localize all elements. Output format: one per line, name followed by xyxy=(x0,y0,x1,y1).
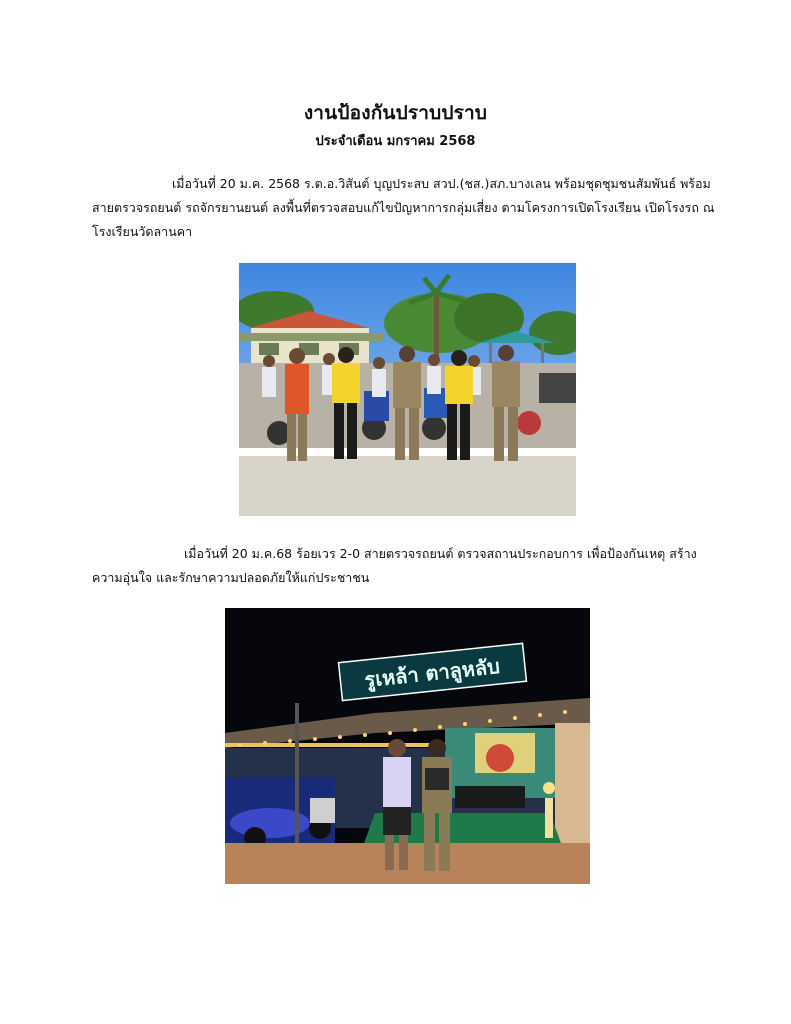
paragraph-1 xyxy=(92,172,722,244)
photo-night-establishment xyxy=(225,608,590,884)
photo-school-group xyxy=(239,263,576,516)
paragraph-2-text: เมื่อวันที่ 20 ม.ค.68 ร้อยเวร 2-0 สายตรวจรถยนต์ ตรวจสถานประกอบการ เพื่อป้องกันเหตุ สร้างความอุ่นใจ และรักษาความปลอดภัยให้แก่ประชาชน xyxy=(92,546,697,585)
document-title: งานป้องกันปราบปราบ xyxy=(303,102,488,124)
document-subtitle: ประจำเดือน มกราคม 2568 xyxy=(315,134,476,149)
paragraph-2 xyxy=(92,542,722,590)
paragraph-1-text: เมื่อวันที่ 20 ม.ค. 2568 ร.ต.อ.วิสันต์ บุญประสบ สวป.(ชส.)สภ.บางเลน พร้อมชุดชุมชนสัมพันธ์ พร้อมสายตรวจรถยนต์ รถจักรยานยนต์ ลงพื้นที่ตรวจสอบแก้ไขปัญหาการกลุ่มเสี่ยง ตามโครงการเปิดโรงเรียน เปิดโรงรถ ณ โรงเรียนวัดลานคา xyxy=(92,176,715,239)
group-photo-school-icon xyxy=(239,263,576,516)
establishment-sign: รูเหล้า ตาลูหลับ xyxy=(363,653,501,693)
night-establishment-photo-icon xyxy=(225,608,590,884)
